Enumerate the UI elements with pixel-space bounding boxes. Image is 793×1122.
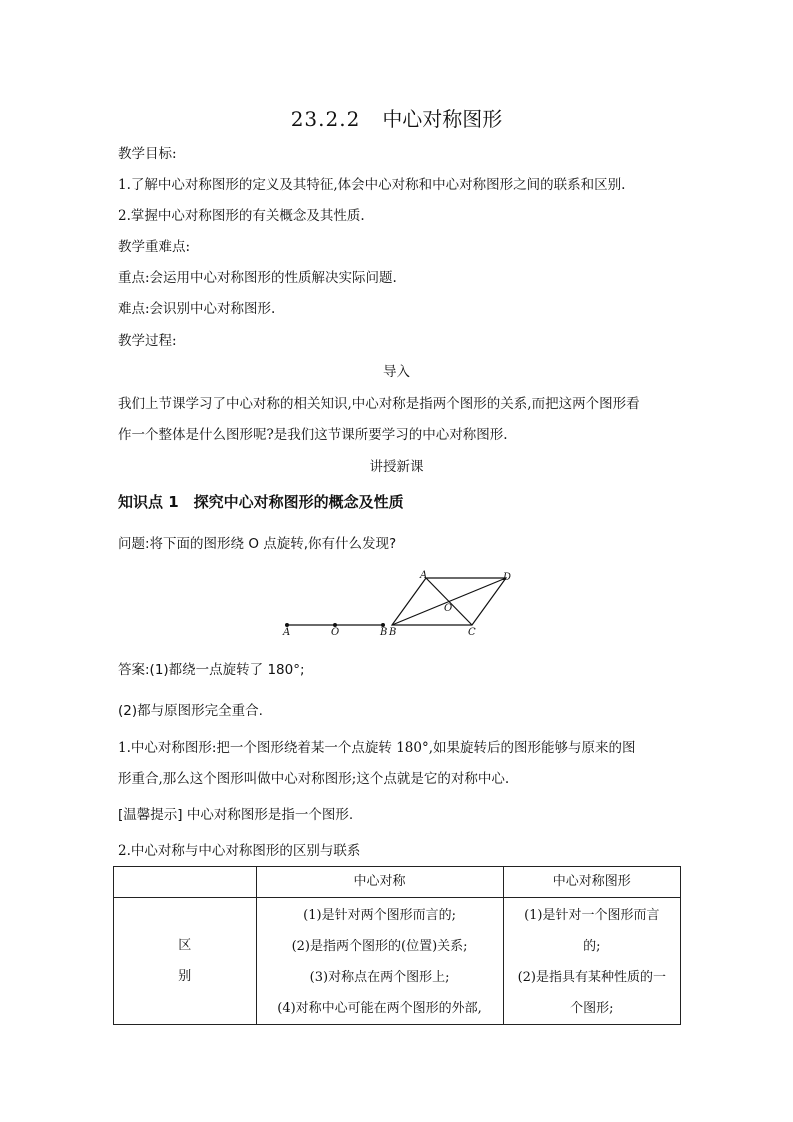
answer-2: (2)都与原图形完全重合. [118,703,263,719]
cell-line: (1)是针对两个图形而言的; [303,908,456,923]
table-header-central-symmetric-figure: 中心对称图形 [503,867,680,898]
intro-line-1: 我们上节课学习了中心对称的相关知识,中心对称是指两个图形的关系,而把这两个图形看 [118,396,640,412]
definition-line-2: 形重合,那么这个图形叫做中心对称图形;这个点就是它的对称中心. [118,771,510,787]
label-o-center: O [444,603,453,614]
label-d: D [503,572,512,583]
cell-line: (2)是指具有某种性质的一 [517,970,667,985]
figure-labels [280,570,520,642]
table-row-difference [114,898,681,1025]
row-label-line-1: 区 [178,938,192,953]
label-a: A [283,627,291,638]
cell-line: 个图形; [570,1001,614,1016]
label-o: O [331,627,340,638]
cell-line: 的; [583,939,601,954]
label-c: C [468,627,476,638]
table-header-central-symmetry: 中心对称 [256,867,503,898]
table-header-row [114,867,681,898]
process-label: 教学过程: [118,333,177,349]
comparison-table [113,866,681,1025]
cell-line: (1)是针对一个图形而言 [524,908,660,923]
knowledge-point-heading: 知识点 1 探究中心对称图形的概念及性质 [118,493,404,511]
intro-line-2: 作一个整体是什么图形呢?是我们这节课所要学习的中心对称图形. [118,427,508,443]
cell-line: (2)是指两个图形的(位置)关系; [291,939,468,954]
label-a-parallelogram: A [420,570,428,581]
section-title: 中心对称图形 [382,107,503,131]
tip-text: [温馨提示] 中心对称图形是指一个图形. [118,807,354,823]
row-label-line-2: 别 [178,969,192,984]
section-number: 23.2.2 [290,107,361,131]
intro-heading: 导入 [383,364,410,380]
objectives-label: 教学目标: [118,146,177,162]
table-cell-central-symmetry [256,898,503,1025]
key-focus: 重点:会运用中心对称图形的性质解决实际问题. [118,270,397,286]
question-text: 问题:将下面的图形绕 O 点旋转,你有什么发现? [118,536,397,552]
key-difficulty: 难点:会识别中心对称图形. [118,301,276,317]
key-points-label: 教学重难点: [118,239,191,255]
new-lesson-heading: 讲授新课 [369,459,424,475]
label-b: B [380,627,388,638]
table-row-label [114,898,257,1025]
table-cell-central-symmetric-figure [503,898,680,1025]
label-b-parallelogram: B [389,627,397,638]
table-header-blank [114,867,257,898]
page-title [0,106,793,132]
objective-item-1: 1.了解中心对称图形的定义及其特征,体会中心对称和中心对称图形之间的联系和区别. [118,177,626,193]
definition-line-1: 1.中心对称图形:把一个图形绕着某一个点旋转 180°,如果旋转后的图形能够与原来的图 [118,740,636,756]
objective-item-2: 2.掌握中心对称图形的有关概念及其性质. [118,208,365,224]
cell-line: (3)对称点在两个图形上; [309,970,450,985]
comparison-title: 2.中心对称与中心对称图形的区别与联系 [118,843,361,859]
cell-line: (4)对称中心可能在两个图形的外部, [277,1001,482,1016]
answer-1: 答案:(1)都绕一点旋转了 180°; [118,662,305,678]
